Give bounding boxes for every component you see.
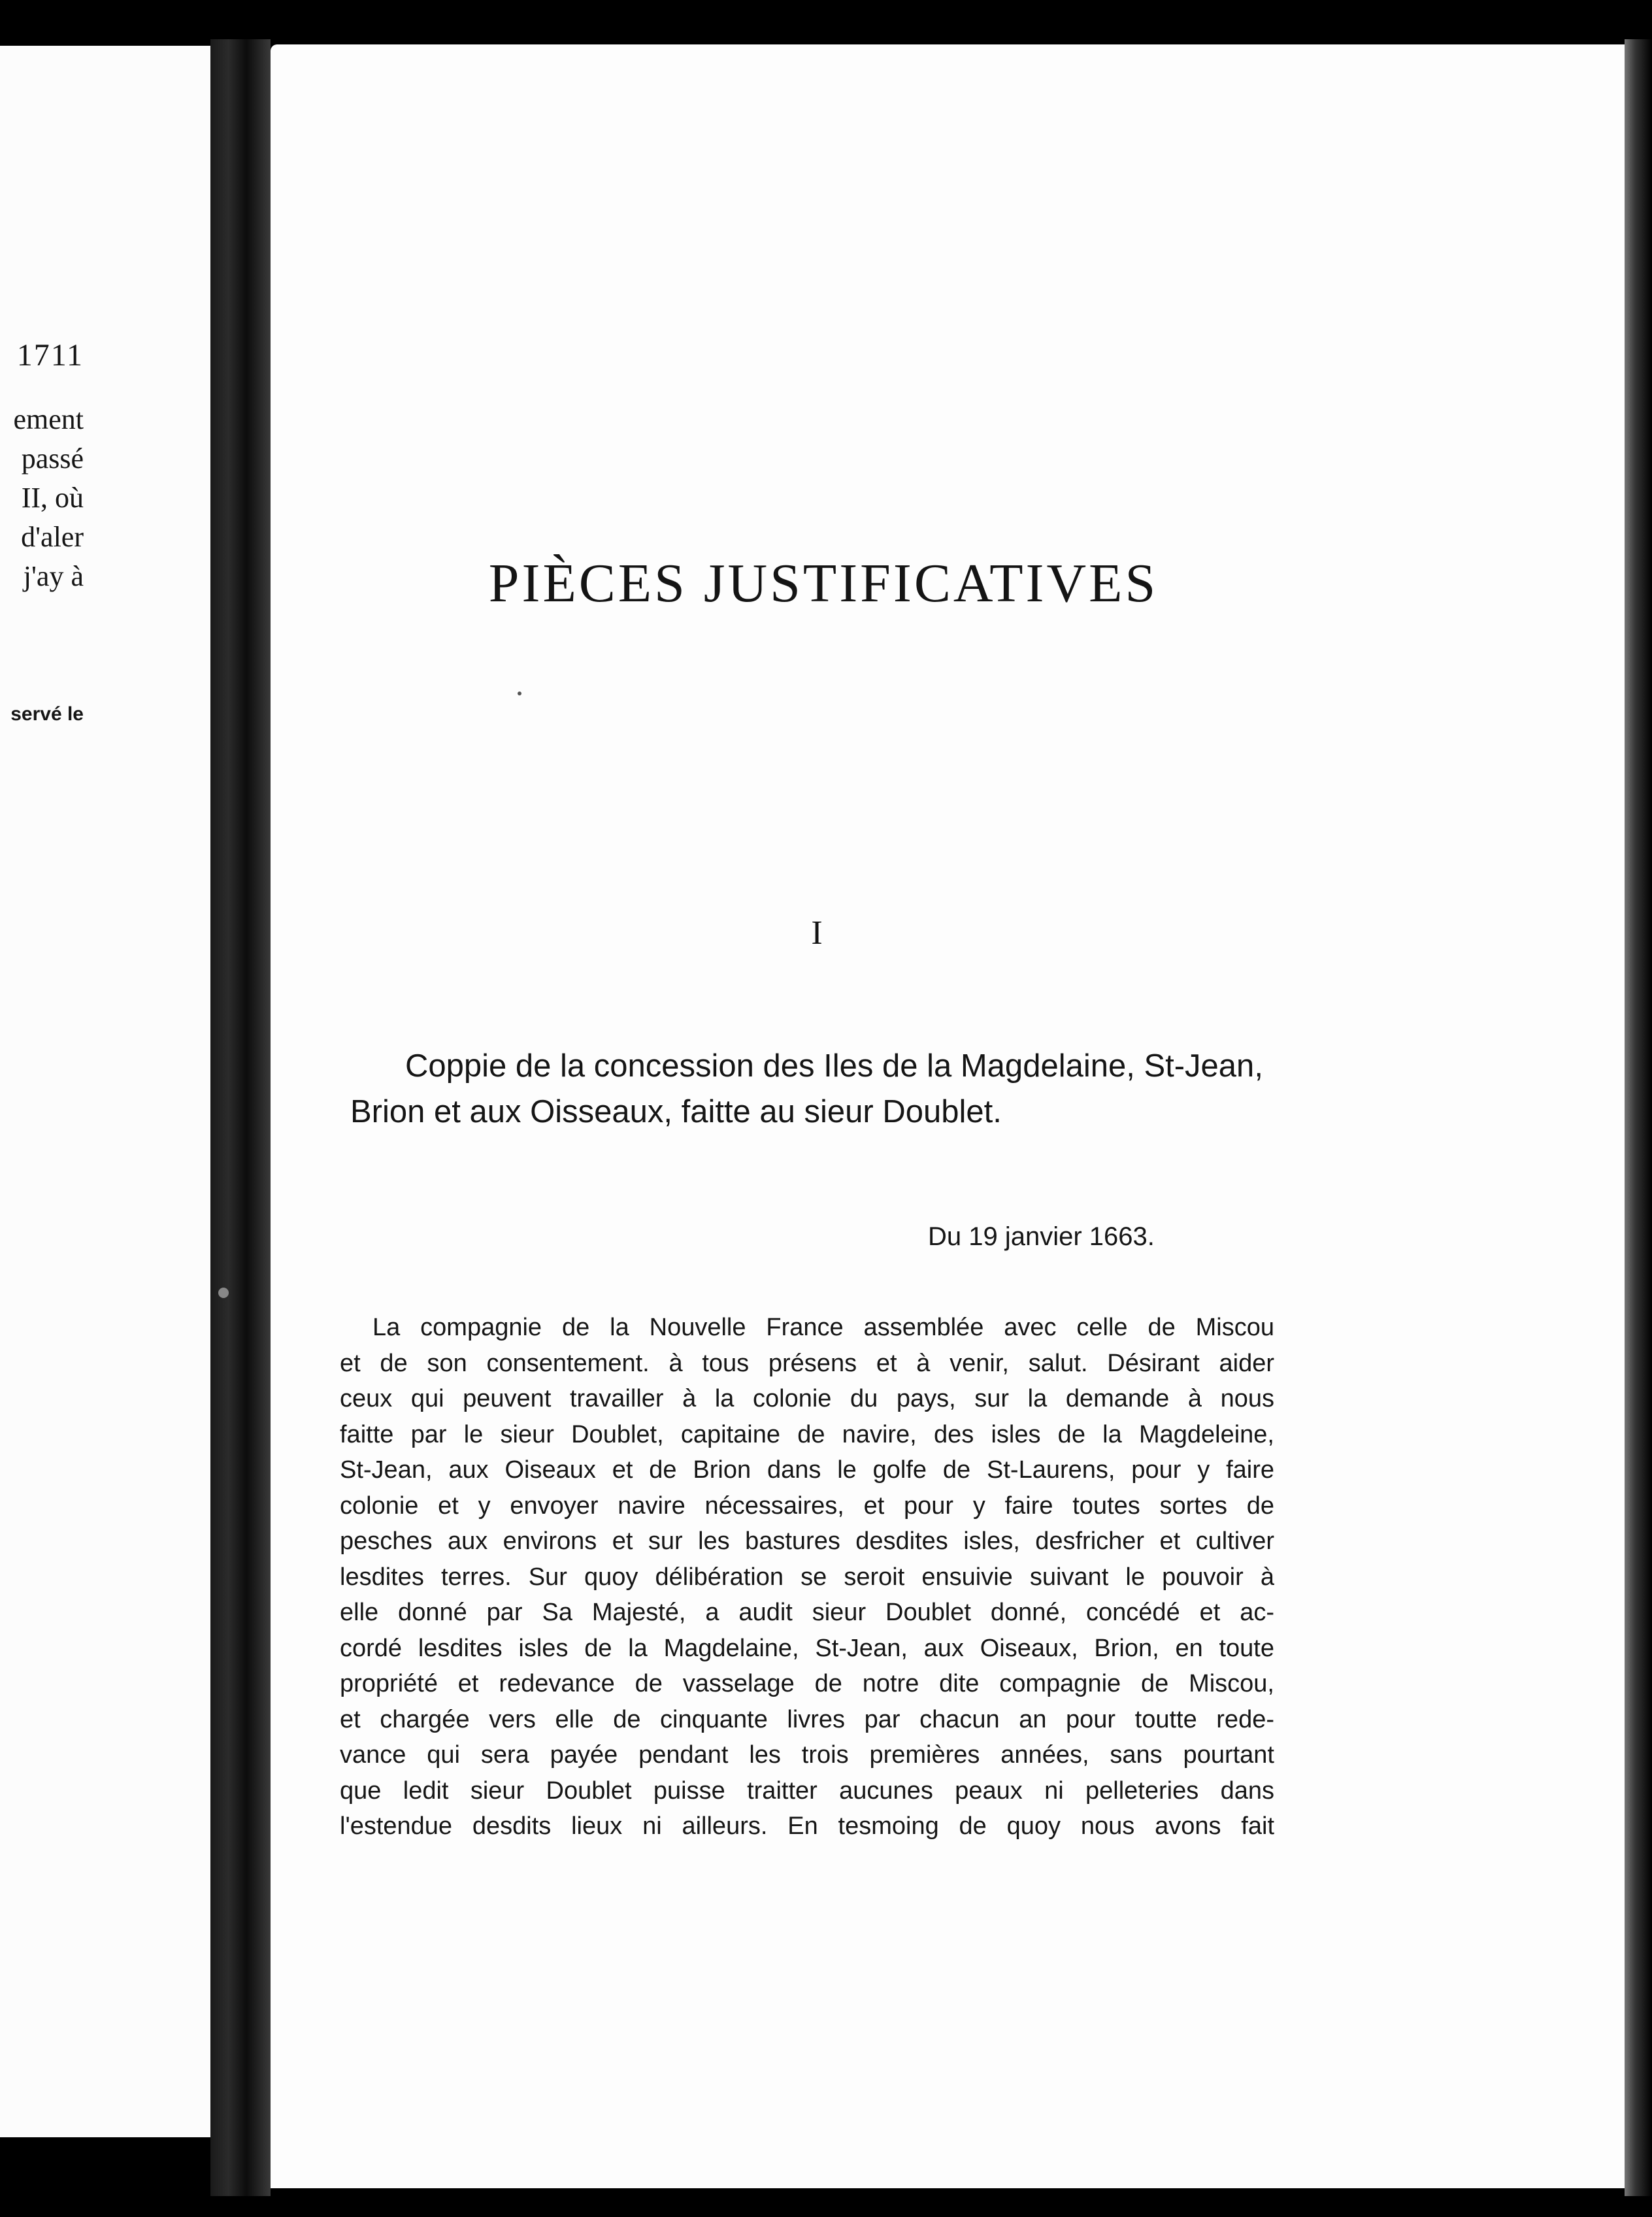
left-running-head: 1711 — [16, 338, 84, 373]
document-title — [350, 1043, 1281, 1135]
document-title-line: Coppie de la concession des Iles de la Magdelaine, St-Jean, — [405, 1048, 1263, 1084]
body-line: colonie et y envoyer navire nécessaires, et pour y faire toutes sortes de — [340, 1492, 1274, 1520]
page-edge — [1625, 39, 1652, 2196]
body-line: pesches aux environs et sur les bastures desdites isles, desfricher et cultiver — [340, 1527, 1274, 1555]
section-title: PIÈCES JUSTIFICATIVES — [488, 553, 1159, 614]
left-text-line: II, où — [21, 482, 84, 514]
document-number: I — [811, 914, 823, 952]
left-text-line: passé — [21, 442, 84, 475]
left-footnote-fragment: servé le — [10, 703, 84, 725]
body-line: et chargée vers elle de cinquante livres par chacun an pour toutte rede- — [340, 1705, 1274, 1733]
body-paragraph — [340, 1310, 1274, 1844]
left-text-line: j'ay à — [23, 560, 84, 592]
body-line: propriété et redevance de vasselage de notre dite compagnie de Miscou, — [340, 1670, 1274, 1697]
scan-speck — [518, 692, 521, 695]
book-gutter — [210, 39, 271, 2196]
body-line: l'estendue desdits lieux ni ailleurs. En tesmoing de quoy nous avons fait — [340, 1812, 1274, 1840]
body-line: et de son consentement. à tous présens et à venir, salut. Désirant aider — [340, 1349, 1274, 1377]
body-line: que ledit sieur Doublet puisse traitter aucunes peaux ni pelleteries dans — [340, 1776, 1274, 1805]
left-text-line: d'aler — [21, 521, 84, 553]
body-line: ceux qui peuvent travailler à la colonie du pays, sur la demande à nous — [340, 1385, 1274, 1412]
body-line: lesdites terres. Sur quoy délibération se seroit ensuivie suivant le pouvoir à — [340, 1563, 1274, 1591]
body-line: St-Jean, aux Oiseaux et de Brion dans le golfe de St-Laurens, pour y faire — [340, 1456, 1274, 1484]
document-title-line: Brion et aux Oisseaux, faitte au sieur Doublet. — [350, 1094, 1002, 1129]
body-line: faitte par le sieur Doublet, capitaine de navire, des isles de la Magdeleine, — [340, 1420, 1274, 1448]
document-date: Du 19 janvier 1663. — [928, 1222, 1155, 1251]
body-line: La compagnie de la Nouvelle France assemblée avec celle de Miscou — [372, 1314, 1274, 1341]
left-text-line: ement — [13, 403, 84, 435]
scan-speck — [218, 1288, 229, 1298]
body-line: elle donné par Sa Majesté, a audit sieur Doublet donné, concédé et ac- — [340, 1599, 1274, 1626]
body-line: vance qui sera payée pendant les trois premières années, sans pourtant — [340, 1741, 1274, 1769]
left-facing-page — [0, 46, 210, 2137]
body-line: cordé lesdites isles de la Magdelaine, St-Jean, aux Oiseaux, Brion, en toute — [340, 1634, 1274, 1662]
